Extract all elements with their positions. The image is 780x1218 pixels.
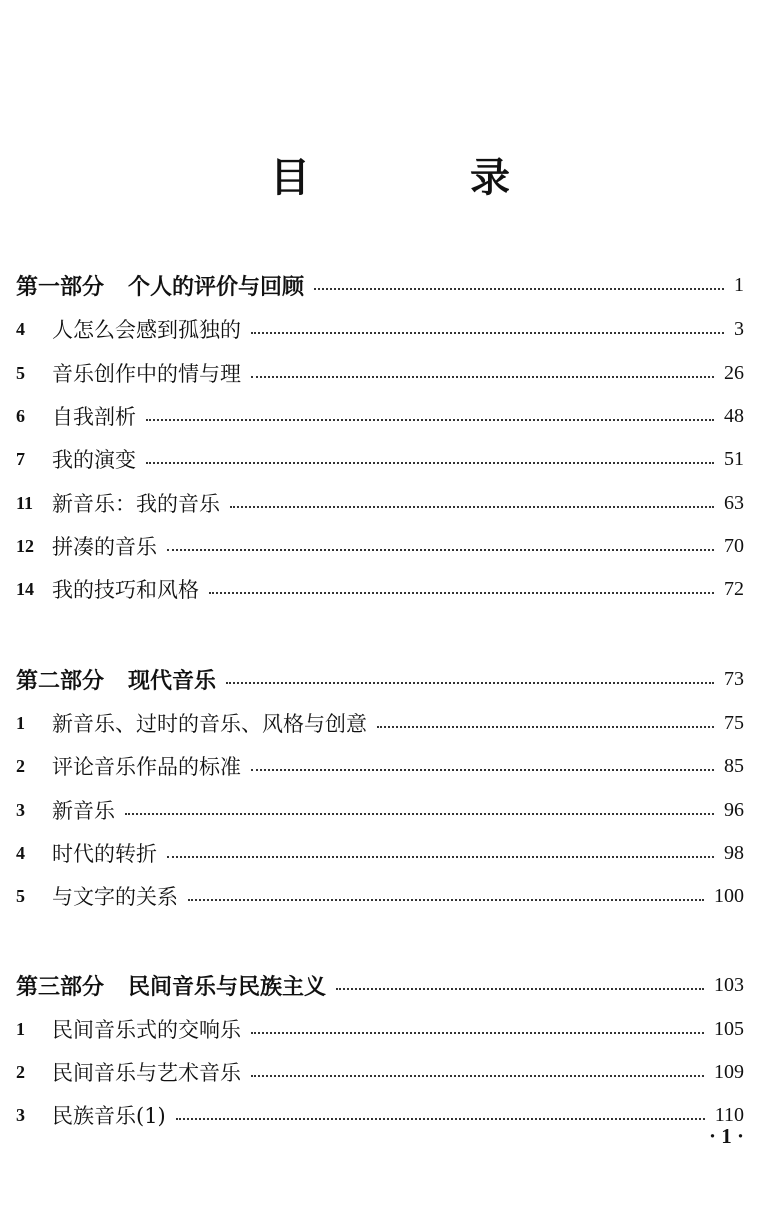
entry-number: 5	[16, 362, 25, 383]
page-number: 72	[724, 577, 744, 600]
toc-entry[interactable]	[16, 1055, 744, 1089]
entry-title: 拼凑的音乐	[52, 535, 157, 559]
part-title: 民间音乐与民族主义	[128, 974, 327, 1000]
entry-title: 音乐创作中的情与理	[52, 362, 241, 386]
dot-leader	[251, 1075, 704, 1077]
page-number: 75	[724, 711, 744, 734]
dot-leader	[226, 682, 714, 684]
entry-title: 新音乐：我的音乐	[52, 492, 220, 516]
entry-number: 2	[16, 1061, 25, 1082]
part-label: 第一部分	[16, 274, 105, 300]
toc-entry[interactable]	[16, 312, 744, 346]
dot-leader	[251, 1032, 704, 1034]
entry-number: 1	[16, 1018, 25, 1039]
footer-page-number: · 1 ·	[708, 1124, 744, 1148]
page-number: 109	[714, 1060, 744, 1083]
part-title: 现代音乐	[128, 668, 217, 694]
part-label: 第三部分	[16, 974, 105, 1000]
toc-entry[interactable]	[16, 706, 744, 740]
entry-title: 我的技巧和风格	[52, 578, 199, 602]
dot-leader	[125, 813, 714, 815]
toc-entry[interactable]	[16, 486, 744, 520]
page-number: 73	[724, 667, 744, 690]
entry-number: 4	[16, 318, 25, 339]
dot-leader	[314, 288, 724, 290]
page-number: 26	[724, 361, 744, 384]
entry-number: 6	[16, 405, 25, 426]
entry-number: 12	[16, 535, 34, 556]
entry-number: 3	[16, 1104, 25, 1125]
entry-title: 人怎么会感到孤独的	[52, 318, 241, 342]
entry-number: 2	[16, 755, 25, 776]
toc-entry[interactable]	[16, 793, 744, 827]
dot-leader	[188, 899, 704, 901]
dot-leader	[167, 856, 714, 858]
toc-entry[interactable]	[16, 442, 744, 476]
dot-leader	[146, 419, 714, 421]
page-number: 110	[714, 1103, 744, 1126]
dot-leader	[167, 549, 714, 551]
page-number: 3	[734, 317, 744, 340]
toc-entry[interactable]	[16, 879, 744, 913]
entry-title: 评论音乐作品的标准	[52, 755, 241, 779]
entry-number: 5	[16, 885, 25, 906]
dot-leader	[146, 462, 714, 464]
dot-leader	[336, 988, 704, 990]
page-number: 70	[724, 534, 744, 557]
toc-entry[interactable]	[16, 749, 744, 783]
page-number: 63	[724, 491, 744, 514]
entry-number: 14	[16, 578, 34, 599]
dot-leader	[251, 376, 714, 378]
entry-number: 4	[16, 842, 25, 863]
dot-leader	[377, 726, 714, 728]
page-title: 目 录	[270, 155, 570, 201]
toc-entry[interactable]	[16, 529, 744, 563]
dot-leader	[230, 506, 714, 508]
entry-title: 时代的转折	[52, 842, 157, 866]
toc-entry[interactable]	[16, 399, 744, 433]
toc-entry[interactable]	[16, 1012, 744, 1046]
toc-entry[interactable]	[16, 356, 744, 390]
dot-leader	[251, 769, 714, 771]
entry-title: 我的演变	[52, 448, 136, 472]
page-number: 48	[724, 404, 744, 427]
entry-title: 民族音乐(1)	[52, 1104, 166, 1128]
entry-number: 11	[16, 492, 34, 513]
page-number: 100	[714, 884, 744, 907]
page-number: 105	[714, 1017, 744, 1040]
page-number: 1	[734, 273, 744, 296]
entry-title: 与文字的关系	[52, 885, 178, 909]
toc-entry[interactable]	[16, 572, 744, 606]
entry-title: 自我剖析	[52, 405, 136, 429]
page-number: 98	[724, 841, 744, 864]
page-number: 96	[724, 798, 744, 821]
part-title: 个人的评价与回顾	[128, 274, 305, 300]
page-number: 103	[714, 973, 744, 996]
entry-number: 3	[16, 799, 25, 820]
page-number: 85	[724, 754, 744, 777]
toc-part-1[interactable]	[16, 268, 744, 302]
page-number: 51	[724, 447, 744, 470]
toc-part-3[interactable]	[16, 968, 744, 1002]
entry-title: 民间音乐式的交响乐	[52, 1018, 241, 1042]
dot-leader	[176, 1118, 705, 1120]
entry-title: 民间音乐与艺术音乐	[52, 1061, 241, 1085]
dot-leader	[209, 592, 714, 594]
toc-entry[interactable]	[16, 836, 744, 870]
entry-title: 新音乐	[52, 799, 115, 823]
part-label: 第二部分	[16, 668, 105, 694]
entry-number: 7	[16, 448, 25, 469]
entry-number: 1	[16, 712, 25, 733]
dot-leader	[251, 332, 724, 334]
toc-entry[interactable]	[16, 1098, 744, 1132]
toc-part-2[interactable]	[16, 662, 744, 696]
entry-title: 新音乐、过时的音乐、风格与创意	[52, 712, 367, 736]
